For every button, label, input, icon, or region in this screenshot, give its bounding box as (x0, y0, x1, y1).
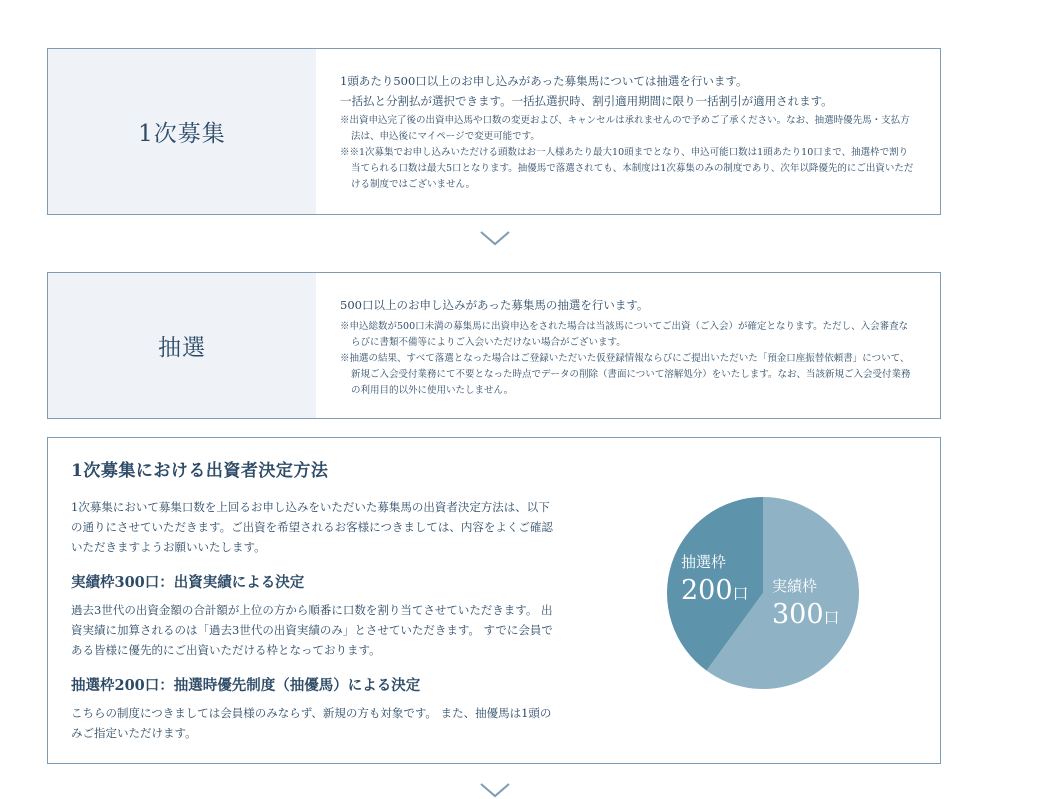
method-description (71, 497, 556, 743)
chevron-down-icon (479, 781, 511, 799)
pie-label-lottery-amount: 200口 (681, 575, 749, 606)
step-lottery (47, 272, 941, 419)
quota-pie-chart (665, 495, 861, 691)
step-1st-recruitment (47, 48, 941, 215)
decision-method-panel (47, 437, 941, 764)
chevron-down-icon (479, 229, 511, 247)
step-text-line: 一括払と分割払が選択できます。一括払選択時、割引適用期間に限り一括割引が適用されます。 (340, 94, 833, 108)
lottery-quota-text: こちらの制度につきましては会員様のみならず、新規の方も対象です。 また、抽優馬は1頭のみご指定いただけます。 (71, 706, 552, 740)
record-quota-heading: 実績枠300口：出資実績による決定 (71, 574, 305, 591)
pie-label-lottery-name: 抽選枠 (681, 553, 727, 571)
pie-label-record-name: 実績枠 (772, 577, 818, 595)
step-label: 抽選 (158, 335, 206, 361)
lottery-quota-heading: 抽選枠200口：抽選時優先制度（抽優馬）による決定 (71, 677, 421, 694)
method-intro: 1次募集において募集口数を上回るお申し込みをいただいた募集馬の出資者決定方法は、以下の通りにさせていただきます。ご出資を希望されるお客様につきましては、内容をよくご確認いただきますようお願いいたします。 (71, 500, 553, 554)
record-quota-text: 過去3世代の出資金額の合計額が上位の方から順番に口数を割り当てさせていただきます。 出資実績に加算されるのは「過去3世代の出資実績のみ」とさせていただきます。 すでに会員である皆様に優先的にご出資いただける枠となっております。 (71, 603, 553, 657)
step-label: 1次募集 (138, 121, 226, 147)
step-label-cell (48, 273, 316, 418)
pie-label-record-amount: 300口 (772, 599, 840, 630)
step-text-line: 1頭あたり500口以上のお申し込みがあった募集馬については抽選を行います。 (340, 74, 748, 88)
step-note: ※※1次募集でお申し込みいただける頭数はお一人様あたり最大10頭までとなり、申込可能口数は1頭あたり10口まで、抽選枠で割り当てられる口数は最大5口となります。抽優馬で落選されても、本制度は1次募集のみの制度であり、次年以降優先的にご出資いただける制度ではございません。 (340, 147, 914, 190)
step-label-cell (48, 49, 316, 214)
step-text-line: 500口以上のお申し込みがあった募集馬の抽選を行います。 (340, 298, 649, 312)
step-note: ※抽選の結果、すべて落選となった場合はご登録いただいた仮登録情報ならびにご提出いただいた「預金口座振替依頼書」について、新規ご入会受付業務にて不要となった時点でデータの削除（書面について溶解処分）をいたします。なお、当該新規ご入会受付業務の利用目的以外に使用いたしません。 (340, 353, 911, 396)
step-note: ※申込総数が500口未満の募集馬に出資申込をされた場合は当該馬についてご出資（ご入会）が確定となります。ただし、入会審査ならびに書類不備等によりご入会いただけない場合がございます。 (340, 321, 909, 348)
step-content (340, 71, 916, 193)
step-note: ※出資申込完了後の出資申込馬や口数の変更および、キャンセルは承れませんので予めご了承ください。なお、抽選時優先馬・支払方法は、申込後にマイページで変更可能です。 (340, 115, 910, 142)
method-title: 1次募集における出資者決定方法 (71, 461, 329, 481)
step-content (340, 295, 916, 399)
